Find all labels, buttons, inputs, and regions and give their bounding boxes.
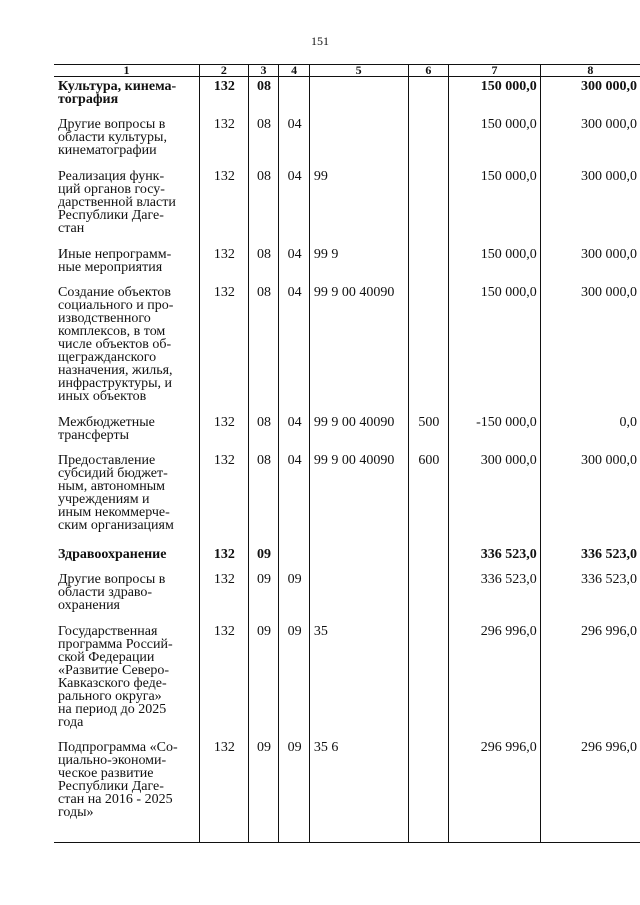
column-number: 2 (199, 65, 248, 77)
table-row (54, 283, 640, 413)
row-subsection-code: 04 (279, 115, 310, 167)
row-name: Межбюджетные трансферты (58, 414, 155, 443)
row-name: Предоставление субсидий бюджет- ным, автономным учреждениям и иным некоммерче- ским организациям (58, 452, 174, 533)
row-expense-type (408, 545, 449, 570)
row-section-code: 08 (248, 77, 279, 115)
row-amount-2: 0,0 (540, 413, 640, 451)
row-target-article: 99 9 00 40090 (309, 283, 408, 413)
row-target-article (309, 545, 408, 570)
row-subsection-code (279, 77, 310, 115)
row-ministry-code: 132 (199, 738, 248, 843)
row-amount-2: 300 000,0 (540, 245, 640, 283)
row-amount-1: 296 996,0 (449, 622, 541, 738)
row-amount-2: 336 523,0 (540, 570, 640, 622)
row-amount-2: 336 523,0 (540, 545, 640, 570)
row-subsection-code: 04 (279, 451, 310, 545)
row-target-article: 99 9 00 40090 (309, 413, 408, 451)
table-row (54, 115, 640, 167)
row-expense-type (408, 245, 449, 283)
table-row (54, 451, 640, 545)
row-amount-2: 300 000,0 (540, 167, 640, 245)
page-number: 151 (311, 34, 329, 48)
row-target-article: 99 9 (309, 245, 408, 283)
table-row (54, 167, 640, 245)
row-amount-2: 300 000,0 (540, 77, 640, 115)
row-section-code: 08 (248, 167, 279, 245)
row-amount-2: 296 996,0 (540, 622, 640, 738)
row-amount-1: 300 000,0 (449, 451, 541, 545)
row-section-code: 08 (248, 115, 279, 167)
row-amount-1: -150 000,0 (449, 413, 541, 451)
table-row (54, 622, 640, 738)
row-expense-type (408, 570, 449, 622)
row-ministry-code: 132 (199, 570, 248, 622)
table-row (54, 245, 640, 283)
row-ministry-code: 132 (199, 167, 248, 245)
row-amount-1: 336 523,0 (449, 570, 541, 622)
row-section-code: 08 (248, 413, 279, 451)
row-name: Культура, кинема- тография (58, 79, 177, 107)
row-section-code: 08 (248, 245, 279, 283)
row-expense-type (408, 283, 449, 413)
row-amount-2: 300 000,0 (540, 115, 640, 167)
row-ministry-code: 132 (199, 245, 248, 283)
row-amount-1: 150 000,0 (449, 77, 541, 115)
column-number: 3 (248, 65, 279, 77)
column-number-row (54, 65, 640, 77)
row-amount-1: 150 000,0 (449, 167, 541, 245)
row-section-code: 09 (248, 738, 279, 843)
row-target-article: 35 6 (309, 738, 408, 843)
column-number: 4 (279, 65, 310, 77)
row-ministry-code: 132 (199, 622, 248, 738)
row-expense-type (408, 77, 449, 115)
row-ministry-code: 132 (199, 77, 248, 115)
row-subsection-code: 04 (279, 167, 310, 245)
row-expense-type (408, 622, 449, 738)
row-target-article (309, 77, 408, 115)
row-section-code: 09 (248, 622, 279, 738)
table-row (54, 413, 640, 451)
row-subsection-code: 09 (279, 738, 310, 843)
row-subsection-code: 04 (279, 413, 310, 451)
row-amount-1: 296 996,0 (449, 738, 541, 843)
row-target-article (309, 570, 408, 622)
row-subsection-code: 09 (279, 622, 310, 738)
row-amount-1: 150 000,0 (449, 283, 541, 413)
row-ministry-code: 132 (199, 545, 248, 570)
row-expense-type (408, 167, 449, 245)
row-amount-2: 296 996,0 (540, 738, 640, 843)
row-expense-type (408, 738, 449, 843)
column-number: 6 (408, 65, 449, 77)
row-amount-1: 150 000,0 (449, 115, 541, 167)
column-number: 1 (54, 65, 199, 77)
column-number: 8 (540, 65, 640, 77)
row-target-article: 99 9 00 40090 (309, 451, 408, 545)
row-target-article: 99 (309, 167, 408, 245)
row-name: Другие вопросы в области культуры, кинематографии (58, 116, 167, 158)
row-amount-2: 300 000,0 (540, 451, 640, 545)
row-section-code: 08 (248, 283, 279, 413)
row-name: Подпрограмма «Со- циально-экономи- ческое развитие Республики Даге- стан на 2016 - 2025 годы» (54, 738, 199, 843)
table-row (54, 738, 640, 843)
table-row (54, 570, 640, 622)
row-ministry-code: 132 (199, 115, 248, 167)
row-name: Другие вопросы в области здраво- охранения (58, 571, 166, 613)
table-row (54, 545, 640, 570)
row-name: Создание объектов социального и про- изводственного комплексов, в том числе объектов об- щегражданского назначения, жилья, инфраструктуры, и иных объектов (58, 284, 174, 404)
row-subsection-code: 04 (279, 283, 310, 413)
row-expense-type (408, 115, 449, 167)
row-name: Здравоохранение (58, 546, 167, 562)
row-expense-type: 500 (408, 413, 449, 451)
row-amount-1: 150 000,0 (449, 245, 541, 283)
table-row (54, 77, 640, 115)
row-expense-type: 600 (408, 451, 449, 545)
row-name: Иные непрограмм- ные мероприятия (58, 246, 172, 275)
row-name: Государственная программа Россий- ской Федерации «Развитие Северо- Кавказского феде- рального округа» на период до 2025 года (58, 623, 173, 730)
row-ministry-code: 132 (199, 413, 248, 451)
row-section-code: 08 (248, 451, 279, 545)
column-number: 5 (309, 65, 408, 77)
row-section-code: 09 (248, 570, 279, 622)
row-subsection-code: 04 (279, 245, 310, 283)
row-subsection-code (279, 545, 310, 570)
row-section-code: 09 (248, 545, 279, 570)
row-target-article (309, 115, 408, 167)
row-ministry-code: 132 (199, 451, 248, 545)
row-amount-2: 300 000,0 (540, 283, 640, 413)
budget-table (54, 64, 640, 843)
row-ministry-code: 132 (199, 283, 248, 413)
row-subsection-code: 09 (279, 570, 310, 622)
column-number: 7 (449, 65, 541, 77)
row-name: Реализация функ- ций органов госу- дарственной власти Республики Даге- стан (58, 168, 176, 236)
row-target-article: 35 (309, 622, 408, 738)
row-amount-1: 336 523,0 (449, 545, 541, 570)
